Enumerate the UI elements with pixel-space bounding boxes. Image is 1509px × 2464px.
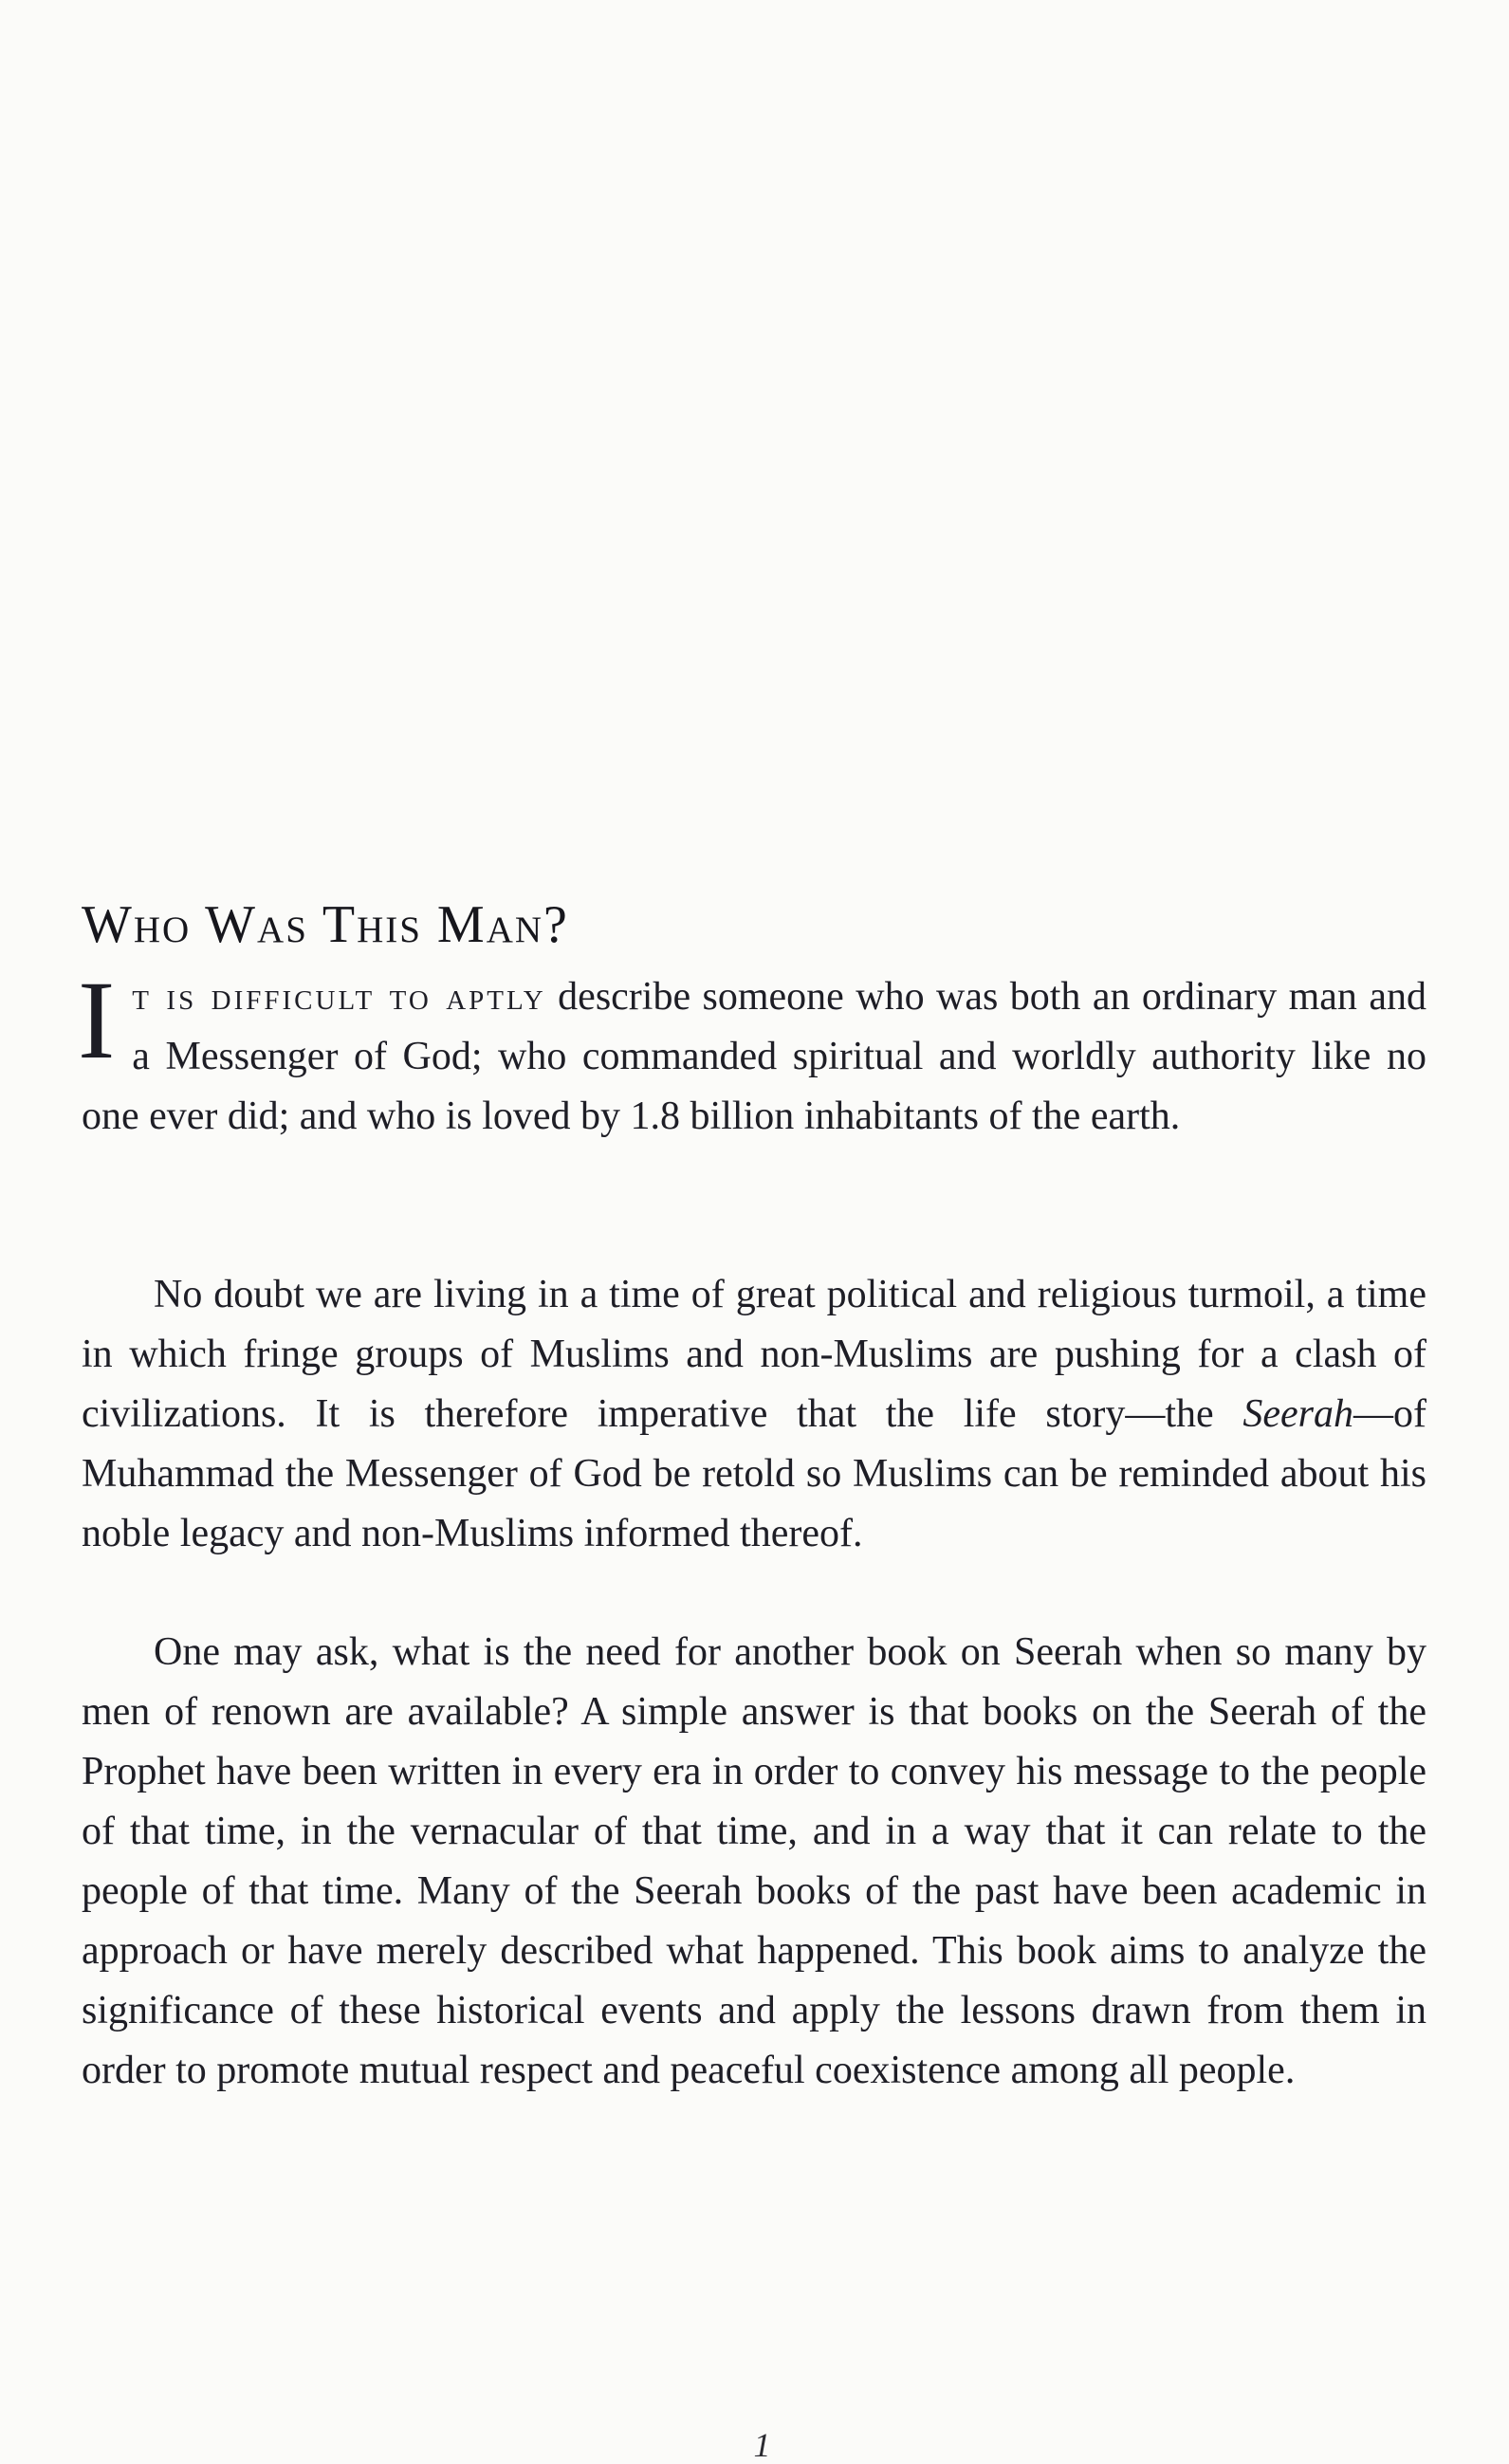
paragraph-2-part-1: No doubt we are living in a time of great political and religious turmoil, a time in which fringe groups of Muslims and non-Muslims are pushing for a clash of civilizations. It is therefore imperative that the life story—the — [82, 1273, 1426, 1436]
intro-paragraph — [78, 958, 1426, 1147]
seerah-italic: Seerah — [1242, 1392, 1353, 1436]
paragraph-3: One may ask, what is the need for another book on Seerah when so many by men of renown are available? A simple answer is that books on the Seerah of the Prophet have been written in every era in order to convey his message to the people of that time, in the vernacular of that time, and in a way that it can relate to the people of that time. Many of the Seerah books of the past have been academic in approach or have merely described what happened. This book aims to analyze the significance of these historical events and apply the lessons drawn from them in order to promote mutual respect and peaceful coexistence among all people. — [82, 1630, 1426, 2092]
paragraph-2 — [82, 1265, 1426, 1564]
intro-text: describe someone who was both an ordinary man and a Messenger of God; who commanded spiritual and worldly authority like no one ever did; and who is loved by 1.8 billion inhabitants of the earth. — [82, 975, 1426, 1138]
page-number: 1 — [753, 2426, 771, 2464]
drop-cap: I — [78, 958, 116, 1082]
lead-small-caps: t is difficult to aptly — [132, 975, 546, 1019]
chapter-heading: Who Was This Man? — [82, 895, 569, 954]
paragraph-2-part-2: —of Muhammad the Messenger of God be retold so Muslims can be reminded about his noble legacy and non-Muslims informed thereof. — [82, 1392, 1426, 1555]
